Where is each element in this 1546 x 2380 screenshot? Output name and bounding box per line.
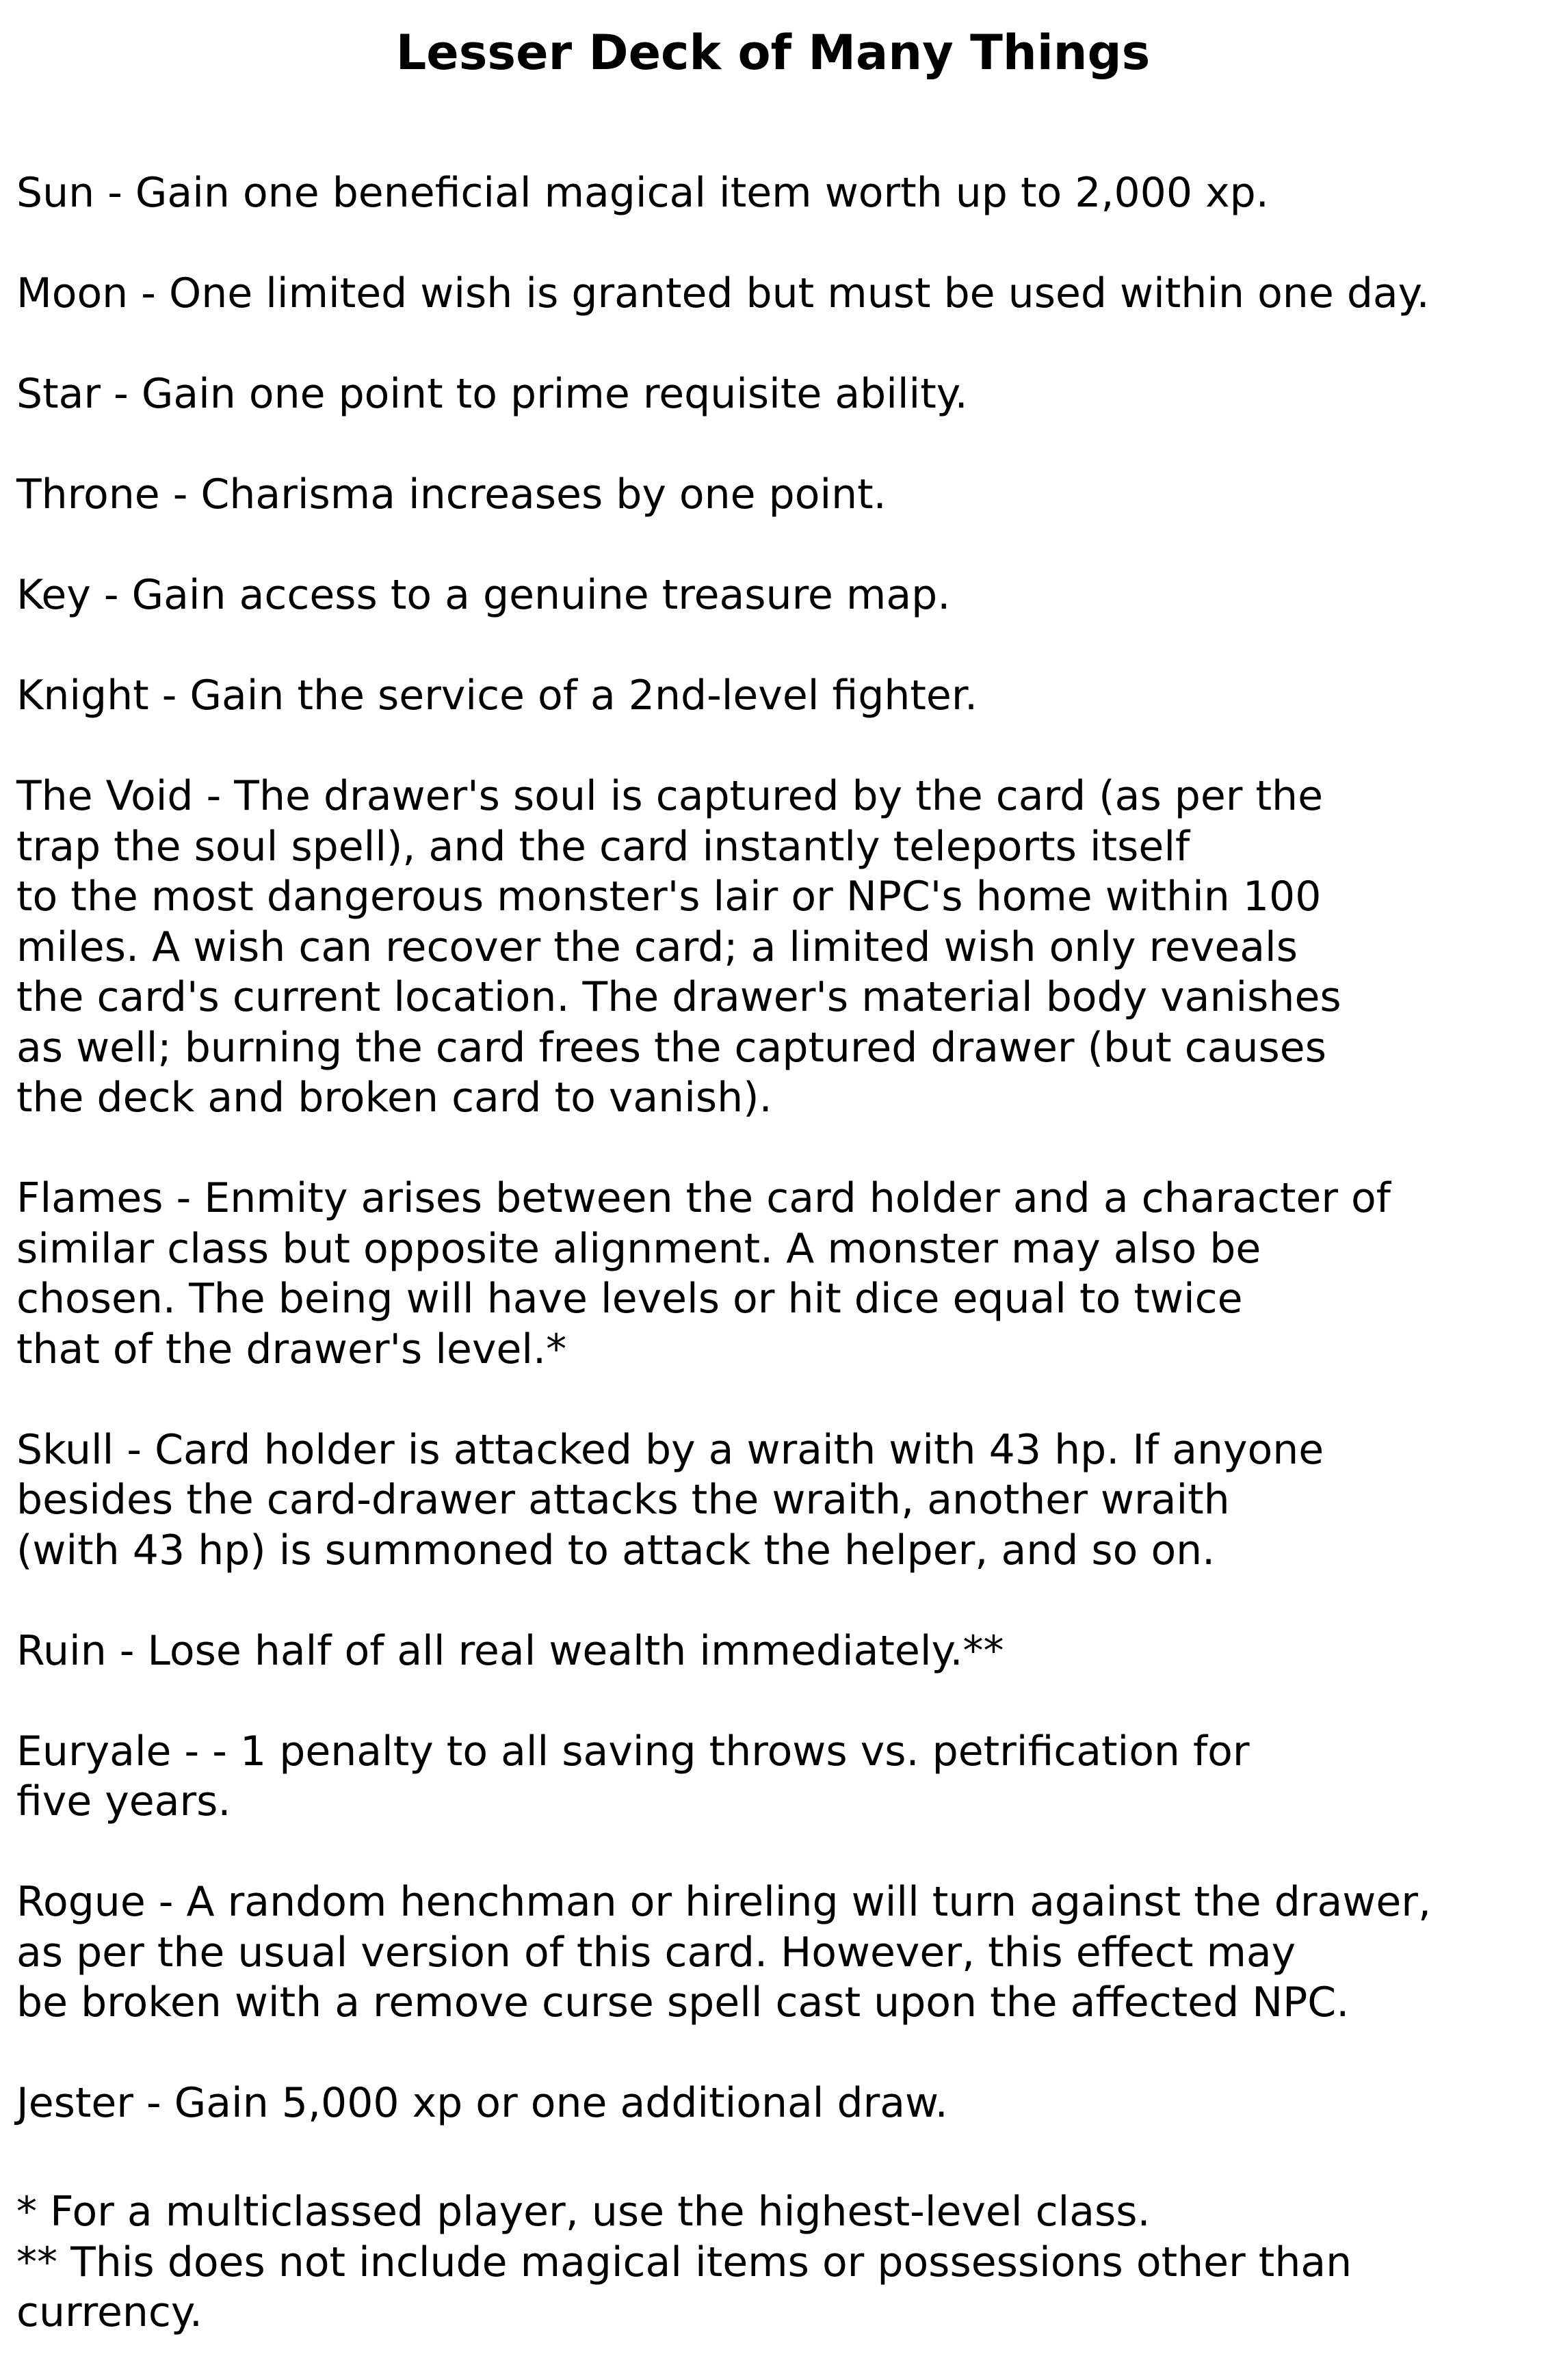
card-entry-line: Flames - Enmity arises between the card holder and a character of [16,1174,1391,1222]
card-entry [16,2078,1542,2129]
card-entry [16,671,1542,722]
footnote-entry [16,2238,1542,2338]
card-entry-line: Euryale - - 1 penalty to all saving throws vs. petrification for [16,1727,1250,1775]
card-entry [16,1727,1542,1827]
card-entry-line: Sun - Gain one beneficial magical item worth up to 2,000 xp. [16,169,1269,217]
card-list [16,168,1542,2179]
card-entry-line: the card's current location. The drawer's material body vanishes [16,973,1341,1021]
card-entry [16,1626,1542,1677]
document-title: Lesser Deck of Many Things [395,25,1151,81]
card-entry-line: to the most dangerous monster's lair or NPC's home within 100 [16,873,1322,921]
footnotes [16,2187,1542,2338]
card-entry-line: Key - Gain access to a genuine treasure map. [16,571,951,619]
card-entry-line: Knight - Gain the service of a 2nd-level fighter. [16,672,978,719]
footnote-entry-line: * For a multiclassed player, use the highest-level class. [16,2188,1151,2236]
card-entry-line: the deck and broken card to vanish). [16,1074,772,1122]
card-entry-line: trap the soul spell), and the card instantly teleports itself [16,822,1190,871]
card-entry-line: five years. [16,1777,231,1825]
footnote-entry [16,2187,1542,2238]
card-entry-line: miles. A wish can recover the card; a limited wish only reveals [16,923,1298,971]
card-entry-line: Throne - Charisma increases by one point. [16,471,887,518]
card-entry-line: Moon - One limited wish is granted but must be used within one day. [16,269,1430,317]
footnote-entry-line: ** This does not include magical items or possessions other than [16,2238,1352,2286]
card-entry-line: (with 43 hp) is summoned to attack the helper, and so on. [16,1526,1216,1574]
card-entry-line: Skull - Card holder is attacked by a wraith with 43 hp. If anyone [16,1425,1324,1474]
card-entry-line: be broken with a remove curse spell cast upon the affected NPC. [16,1979,1350,2026]
card-entry [16,470,1542,520]
card-entry-line: similar class but opposite alignment. A monster may also be [16,1224,1261,1273]
card-entry [16,1877,1542,2028]
card-entry-line: Ruin - Lose half of all real wealth immediately.** [16,1626,1004,1675]
card-entry [16,1425,1542,1576]
card-entry [16,771,1542,1124]
card-entry-line: as per the usual version of this card. However, this effect may [16,1928,1296,1976]
card-entry-line: as well; burning the card frees the captured drawer (but causes [16,1023,1326,1072]
card-entry-line: Jester - Gain 5,000 xp or one additional draw. [16,2079,948,2127]
card-entry-line: Star - Gain one point to prime requisite ability. [16,370,968,418]
card-entry [16,369,1542,420]
card-entry-line: besides the card-drawer attacks the wraith, another wraith [16,1476,1230,1524]
card-entry [16,168,1542,219]
card-entry-line: that of the drawer's level.* [16,1325,567,1373]
footnote-entry-line: currency. [16,2288,202,2336]
card-entry [16,570,1542,621]
card-entry [16,269,1542,319]
card-entry [16,1174,1542,1375]
card-entry-line: chosen. The being will have levels or hit dice equal to twice [16,1275,1243,1323]
card-entry-line: The Void - The drawer's soul is captured by the card (as per the [16,772,1323,820]
card-entry-line: Rogue - A random henchman or hireling will turn against the drawer, [16,1878,1432,1926]
